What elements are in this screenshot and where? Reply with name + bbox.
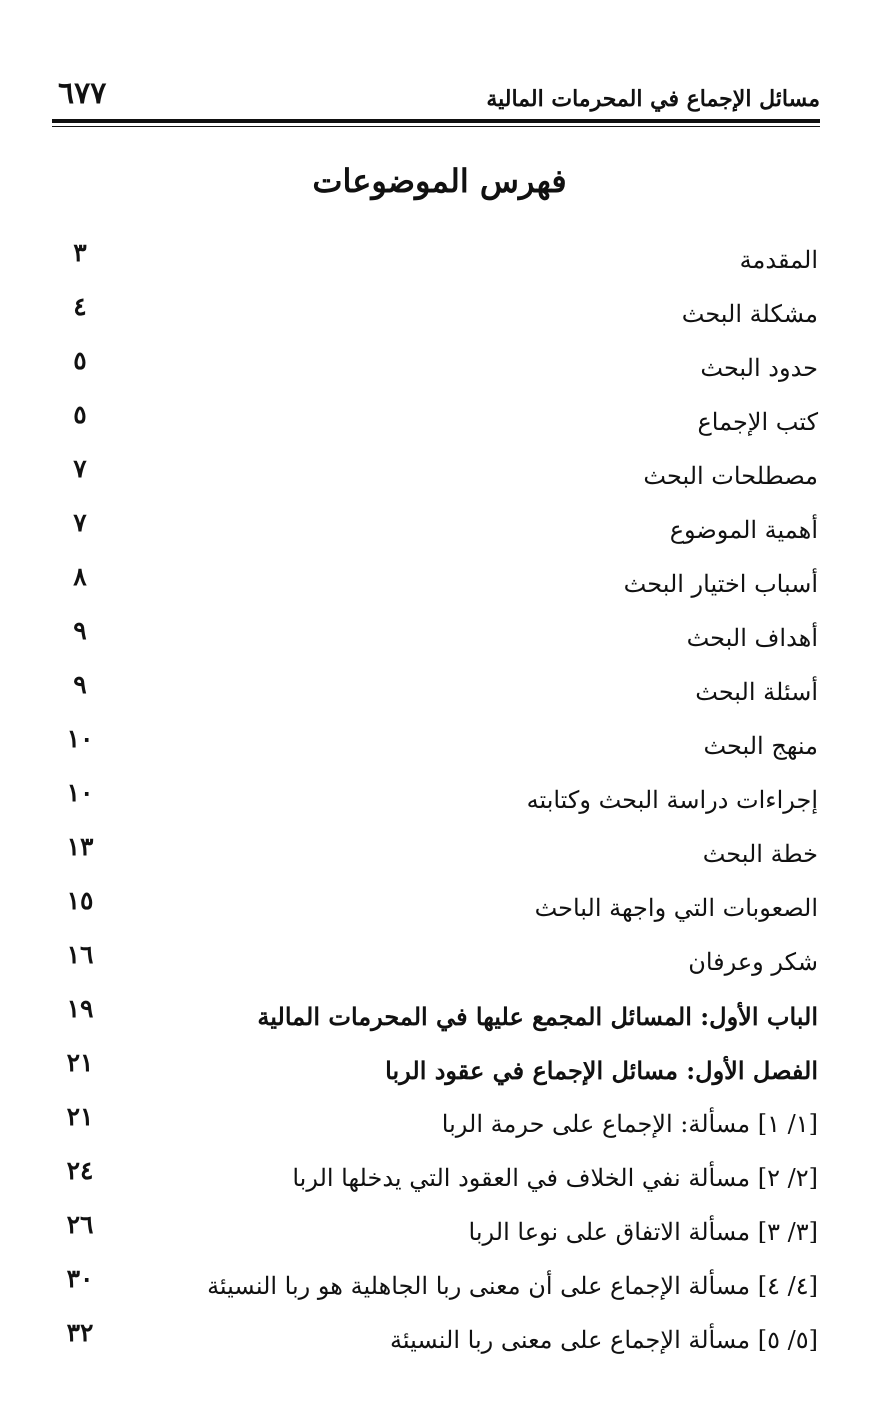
toc-entry: [50, 994, 818, 1034]
toc-entry: [50, 886, 818, 926]
header-page-number: ٦٧٧: [58, 76, 107, 111]
toc-entry-label: الصعوبات التي واجهة الباحث: [534, 894, 818, 922]
toc-entry-page: ١٥: [66, 886, 94, 915]
toc-entry-label: أهمية الموضوع: [669, 516, 818, 544]
toc-entry-label: [٢/ ٢] مسألة نفي الخلاف في العقود التي يدخلها الربا: [292, 1164, 818, 1192]
toc-entry-label: الباب الأول: المسائل المجمع عليها في المحرمات المالية: [257, 1002, 818, 1031]
toc-entry-label: شكر وعرفان: [688, 948, 818, 976]
toc-entry-page: ٢١: [66, 1048, 94, 1077]
toc-entry-page: ٣٢: [66, 1318, 94, 1347]
toc-entry-page: ٣٠: [66, 1264, 94, 1293]
toc-entry-page: ٢١: [66, 1102, 94, 1131]
toc-entry-label: [١/ ١] مسألة: الإجماع على حرمة الربا: [441, 1110, 818, 1138]
toc-entry: [50, 238, 818, 278]
toc-entry-page: ٩: [73, 616, 87, 645]
toc-entry-page: ١٦: [66, 940, 94, 969]
header-rule-thick: [52, 119, 820, 123]
toc-entry-label: حدود البحث: [700, 354, 818, 382]
toc-entry-label: أهداف البحث: [686, 624, 818, 652]
toc-entry: [50, 1318, 818, 1358]
toc-entry-page: ١٠: [66, 724, 94, 753]
toc-entry-page: ١٠: [66, 778, 94, 807]
toc-entry-page: ٢٦: [66, 1210, 94, 1239]
toc-entry: [50, 1102, 818, 1142]
toc-entry: [50, 508, 818, 548]
toc-entry: [50, 1264, 818, 1304]
toc-entry-label: [٣/ ٣] مسألة الاتفاق على نوعا الربا: [468, 1218, 818, 1246]
toc-entry-label: أسباب اختيار البحث: [623, 570, 818, 598]
toc-entry: [50, 562, 818, 602]
toc-entry-page: ٥: [73, 346, 87, 375]
toc-entry: [50, 778, 818, 818]
toc-entry: [50, 346, 818, 386]
toc-entry-label: مشكلة البحث: [681, 300, 818, 328]
toc-entry: [50, 1210, 818, 1250]
toc-entry-page: ٤: [73, 292, 87, 321]
toc-entry-page: ٨: [73, 562, 87, 591]
toc-entry-label: خطة البحث: [702, 840, 818, 868]
toc-entry: [50, 454, 818, 494]
toc-entry: [50, 616, 818, 656]
toc-entry-label: مصطلحات البحث: [643, 462, 818, 490]
running-header: [52, 72, 820, 116]
toc-entry-label: المقدمة: [739, 246, 818, 274]
toc-entry-page: ١٣: [66, 832, 94, 861]
toc-entry-label: الفصل الأول: مسائل الإجماع في عقود الربا: [385, 1056, 818, 1085]
toc-title: فهرس الموضوعات: [312, 162, 567, 200]
toc-entry-page: ٩: [73, 670, 87, 699]
toc-entry: [50, 724, 818, 764]
toc-entry: [50, 940, 818, 980]
toc-entry: [50, 400, 818, 440]
toc-entry-page: ١٩: [66, 994, 94, 1023]
header-rule-thin: [52, 126, 820, 127]
toc-entry-page: ٧: [73, 508, 87, 537]
toc-entry-page: ٥: [73, 400, 87, 429]
toc-entry: [50, 1156, 818, 1196]
toc-entry-label: أسئلة البحث: [695, 678, 818, 706]
toc-entry-label: [٥/ ٥] مسألة الإجماع على معنى ربا النسيئة: [390, 1326, 818, 1354]
toc-entry-label: [٤/ ٤] مسألة الإجماع على أن معنى ربا الجاهلية هو ربا النسيئة: [207, 1272, 818, 1300]
toc-entry: [50, 1048, 818, 1088]
toc-entry-label: كتب الإجماع: [697, 408, 818, 436]
header-title: مسائل الإجماع في المحرمات المالية: [486, 86, 820, 112]
toc-entry-label: منهج البحث: [703, 732, 818, 760]
toc-entry: [50, 832, 818, 872]
toc-entry: [50, 670, 818, 710]
toc-entry-page: ٣: [73, 238, 87, 267]
toc-entry-label: إجراءات دراسة البحث وكتابته: [526, 786, 818, 814]
toc-entry-page: ٧: [73, 454, 87, 483]
toc-entry-page: ٢٤: [66, 1156, 94, 1185]
toc-entry: [50, 292, 818, 332]
